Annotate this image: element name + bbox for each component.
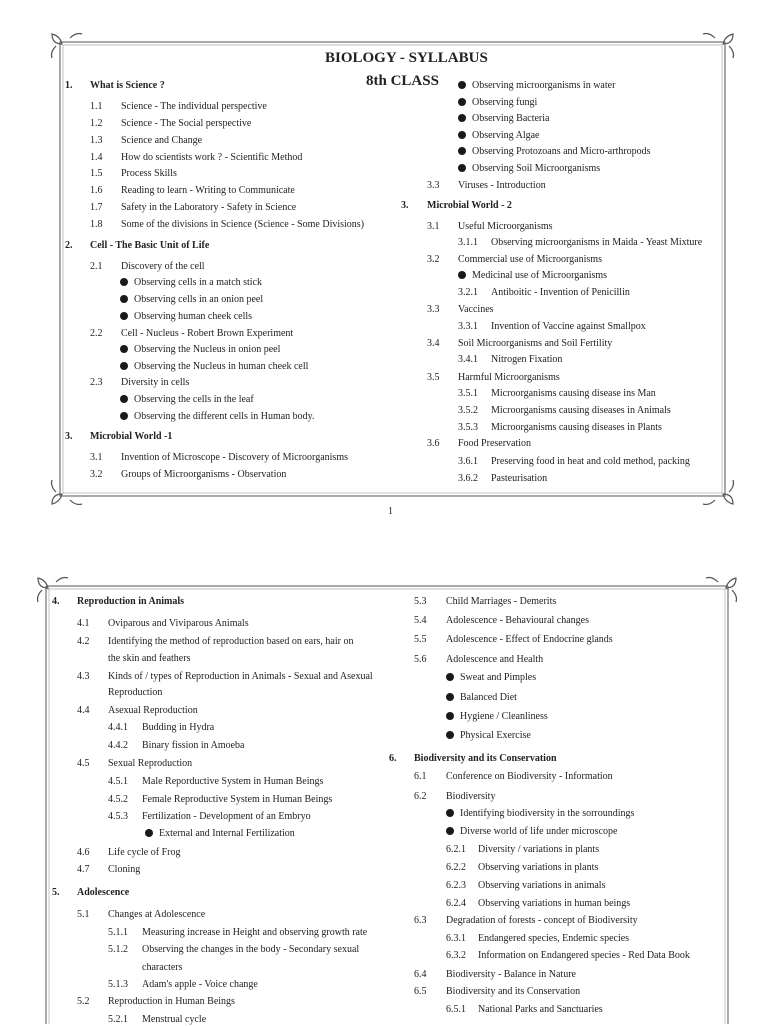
item-number: 3.3 <box>427 304 440 315</box>
item-text: Preserving food in heat and cold method, packing <box>491 456 690 467</box>
item-number: 5.2 <box>77 996 90 1007</box>
topic-item <box>414 615 589 627</box>
item-text: the skin and feathers <box>108 653 191 664</box>
item-text: Observing microorganisms in water <box>472 80 616 91</box>
item-text: Physical Exercise <box>460 730 531 741</box>
bullet-icon <box>446 693 454 701</box>
class-heading: 8th CLASS <box>366 73 439 89</box>
item-number: 4.1 <box>77 618 90 629</box>
bullet-item <box>446 826 617 838</box>
item-number: 3.2 <box>90 469 103 480</box>
item-number: 1.4 <box>90 152 103 163</box>
item-number: 4.5.3 <box>108 811 128 822</box>
item-number: 3.3 <box>427 180 440 191</box>
bullet-icon <box>446 731 454 739</box>
item-number: 5.4 <box>414 615 427 626</box>
item-text: Fertilization - Development of an Embryo <box>142 811 311 822</box>
item-text: Vaccines <box>458 304 494 315</box>
bullet-item <box>446 711 548 723</box>
item-number: 3.2 <box>427 254 440 265</box>
item-number: 1.8 <box>90 219 103 230</box>
item-number: 6.2.3 <box>446 880 466 891</box>
item-number: 2.2 <box>90 328 103 339</box>
item-text: Observing cells in a match stick <box>134 277 263 288</box>
item-number: 6.2.2 <box>446 862 466 873</box>
item-text: Degradation of forests - concept of Biodiversity <box>446 915 638 926</box>
item-number: 3. <box>65 431 73 442</box>
item-text: Observing the Nucleus in human cheek cell <box>134 361 309 372</box>
topic-item <box>108 776 324 788</box>
item-text: Science and Change <box>121 135 203 146</box>
item-number: 3.5.1 <box>458 388 478 399</box>
item-number: 3.1 <box>427 221 440 232</box>
topic-item <box>108 794 333 806</box>
topic-item <box>77 671 373 683</box>
item-text: Observing variations in plants <box>478 862 599 873</box>
topic-item <box>77 864 141 876</box>
item-text: Microorganisms causing disease ins Man <box>491 388 656 399</box>
item-number: 6.4 <box>414 969 427 980</box>
item-text: Microorganisms causing diseases in Plants <box>491 422 662 433</box>
item-text: Observing the cells in the leaf <box>134 394 254 405</box>
topic-item <box>446 862 599 874</box>
item-text: Adolescence <box>77 887 130 898</box>
item-text: Food Preservation <box>458 438 532 449</box>
topic-item <box>108 653 190 665</box>
item-number: 2.1 <box>90 261 103 272</box>
item-number: 5.1.2 <box>108 944 128 955</box>
item-text: Cell - Nucleus - Robert Brown Experiment <box>121 328 294 339</box>
item-number: 6.2.4 <box>446 898 466 909</box>
item-text: Asexual Reproduction <box>108 705 198 716</box>
topic-item <box>446 933 630 945</box>
item-text: Biodiversity and its Conservation <box>414 753 557 764</box>
item-number: 5.3 <box>414 596 427 607</box>
page-number: 1 <box>388 506 393 517</box>
section-heading <box>389 753 557 765</box>
item-text: Diversity / variations in plants <box>478 844 600 855</box>
item-number: 1. <box>65 80 73 91</box>
item-text: National Parks and Sanctuaries <box>478 1004 603 1015</box>
item-text: Menstrual cycle <box>142 1014 207 1025</box>
item-number: 3.5 <box>427 372 440 383</box>
item-text: Measuring increase in Height and observing growth rate <box>142 927 368 938</box>
item-number: 2.3 <box>90 377 103 388</box>
item-text: Discovery of the cell <box>121 261 205 272</box>
topic-item <box>446 950 690 962</box>
item-number: 1.6 <box>90 185 103 196</box>
item-number: 5.1.3 <box>108 979 128 990</box>
item-text: Groups of Microorganisms - Observation <box>121 469 287 480</box>
item-text: Observing human cheek cells <box>134 311 253 322</box>
item-text: Commercial use of Microorganisms <box>458 254 602 265</box>
topic-item <box>414 791 496 803</box>
topic-item <box>446 880 606 892</box>
item-text: Observing variations in human beings <box>478 898 631 909</box>
item-number: 3.6.2 <box>458 473 478 484</box>
item-number: 6.5.1 <box>446 1004 466 1015</box>
item-text: Microorganisms causing diseases in Animals <box>491 405 671 416</box>
bullet-item <box>446 730 531 742</box>
topic-item <box>77 618 249 630</box>
bullet-icon <box>446 809 454 817</box>
bullet-icon <box>145 829 153 837</box>
item-text: Endangered species, Endemic species <box>478 933 630 944</box>
item-number: 4.5 <box>77 758 90 769</box>
item-text: Information on Endangered species - Red Data Book <box>478 950 690 961</box>
item-number: 4.2 <box>77 636 90 647</box>
item-number: 4. <box>52 596 60 607</box>
item-text: Harmful Microorganisms <box>458 372 560 383</box>
item-text: Binary fission in Amoeba <box>142 740 245 751</box>
topic-item <box>77 847 181 859</box>
item-text: Microbial World - 2 <box>427 200 512 211</box>
topic-item <box>77 909 206 921</box>
topic-item <box>414 969 576 981</box>
topic-item <box>108 722 215 734</box>
item-number: 5.1 <box>77 909 90 920</box>
item-text: Conference on Biodiversity - Information <box>446 771 613 782</box>
item-text: Pasteurisation <box>491 473 548 484</box>
item-text: Female Reproductive System in Human Beings <box>142 794 333 805</box>
topic-item <box>414 634 613 646</box>
item-text: Science - The individual perspective <box>121 101 267 112</box>
item-number: 6.1 <box>414 771 427 782</box>
item-text: Useful Microorganisms <box>458 221 553 232</box>
item-number: 6.3 <box>414 915 427 926</box>
item-number: 6. <box>389 753 397 764</box>
item-text: Observing the different cells in Human body. <box>134 411 315 422</box>
item-number: 6.5 <box>414 986 427 997</box>
item-text: Child Marriages - Demerits <box>446 596 557 607</box>
topic-item <box>446 844 600 856</box>
item-number: 2. <box>65 240 73 251</box>
bullet-icon <box>446 827 454 835</box>
item-number: 4.5.1 <box>108 776 128 787</box>
item-number: 6.3.1 <box>446 933 466 944</box>
item-text: Observing Algae <box>472 130 540 141</box>
item-number: 1.5 <box>90 168 103 179</box>
topic-item <box>108 811 311 823</box>
item-text: Reading to learn - Writing to Communicate <box>121 185 295 196</box>
section-heading <box>52 596 185 608</box>
item-number: 4.4.1 <box>108 722 128 733</box>
item-text: Some of the divisions in Science (Science - Some Divisions) <box>121 219 365 230</box>
item-text: Process Skills <box>121 168 177 179</box>
item-number: 6.2.1 <box>446 844 466 855</box>
item-text: Adolescence - Effect of Endocrine glands <box>446 634 613 645</box>
item-text: Viruses - Introduction <box>458 180 546 191</box>
item-text: Biodiversity and its Conservation <box>446 986 581 997</box>
item-number: 5. <box>52 887 60 898</box>
item-text: Adolescence - Behavioural changes <box>446 615 589 626</box>
item-text: How do scientists work ? - Scientific Method <box>121 152 303 163</box>
item-number: 3.3.1 <box>458 321 478 332</box>
item-number: 1.2 <box>90 118 103 129</box>
item-text: Antiboitic - Invention of Penicillin <box>491 287 630 298</box>
item-text: Observing fungi <box>472 97 538 108</box>
item-text: Soil Microorganisms and Soil Fertility <box>458 338 613 349</box>
item-text: Adolescence and Health <box>446 654 544 665</box>
item-number: 6.3.2 <box>446 950 466 961</box>
topic-item <box>77 636 354 648</box>
bullet-item <box>145 828 295 840</box>
topic-item <box>108 927 368 939</box>
item-number: 4.7 <box>77 864 90 875</box>
topic-item <box>77 758 193 770</box>
topic-item <box>414 596 557 608</box>
item-text: Microbial World -1 <box>90 431 173 442</box>
item-number: 4.6 <box>77 847 90 858</box>
item-number: 5.1.1 <box>108 927 128 938</box>
item-number: 5.2.1 <box>108 1014 128 1025</box>
item-text: Medicinal use of Microorganisms <box>472 270 608 281</box>
item-text: characters <box>142 962 183 973</box>
section-heading <box>52 887 130 899</box>
item-text: Nitrogen Fixation <box>491 354 563 365</box>
item-number: 3.4 <box>427 338 440 349</box>
item-number: 3.6.1 <box>458 456 478 467</box>
item-text: Cloning <box>108 864 141 875</box>
item-text: Invention of Vaccine against Smallpox <box>491 321 646 332</box>
item-number: 3. <box>401 200 409 211</box>
item-text: Cell - The Basic Unit of Life <box>90 240 210 251</box>
item-text: Reproduction <box>108 687 163 698</box>
item-text: Science - The Social perspective <box>121 118 252 129</box>
item-number: 3.6 <box>427 438 440 449</box>
item-number: 1.3 <box>90 135 103 146</box>
item-text: Observing Protozoans and Micro-arthropods <box>472 146 651 157</box>
item-text: Observing microorganisms in Maida - Yeast Mixture <box>491 237 703 248</box>
item-text: Sweat and Pimples <box>460 672 537 683</box>
item-text: Male Reporductive System in Human Beings <box>142 776 324 787</box>
topic-item <box>414 915 638 927</box>
item-text: Observing Bacteria <box>472 113 550 124</box>
item-number: 3.5.2 <box>458 405 478 416</box>
bullet-item <box>446 672 536 684</box>
item-number: 3.2.1 <box>458 287 478 298</box>
item-text: Sexual Reproduction <box>108 758 193 769</box>
topic-item <box>108 1014 207 1026</box>
item-text: Diverse world of life under microscope <box>460 826 618 837</box>
item-number: 3.1.1 <box>458 237 478 248</box>
item-text: Biodiversity - Balance in Nature <box>446 969 576 980</box>
item-text: Diversity in cells <box>121 377 190 388</box>
item-number: 3.4.1 <box>458 354 478 365</box>
bullet-icon <box>446 712 454 720</box>
item-number: 4.4.2 <box>108 740 128 751</box>
item-text: Observing the Nucleus in onion peel <box>134 344 281 355</box>
item-number: 4.3 <box>77 671 90 682</box>
topic-item <box>446 898 631 910</box>
topic-item <box>77 996 235 1008</box>
item-text: Observing the changes in the body - Secondary sexual <box>142 944 360 955</box>
item-text: Life cycle of Frog <box>108 847 181 858</box>
item-number: 3.1 <box>90 452 103 463</box>
item-number: 4.5.2 <box>108 794 128 805</box>
item-text: Balanced Diet <box>460 692 517 703</box>
item-text: Reproduction in Human Beings <box>108 996 235 1007</box>
item-text: External and Internal Fertilization <box>159 828 295 839</box>
item-text: Budding in Hydra <box>142 722 215 733</box>
topic-item <box>77 705 198 717</box>
bullet-item <box>446 692 517 704</box>
topic-item <box>142 962 183 974</box>
topic-item <box>414 654 544 666</box>
item-number: 4.4 <box>77 705 90 716</box>
item-text: Hygiene / Cleanliness <box>460 711 548 722</box>
item-text: Reproduction in Animals <box>77 596 185 607</box>
topic-item <box>108 979 258 991</box>
item-number: 1.1 <box>90 101 103 112</box>
topic-item <box>414 986 581 998</box>
item-number: 5.5 <box>414 634 427 645</box>
topic-item <box>108 944 360 956</box>
item-text: Safety in the Laboratory - Safety in Science <box>121 202 297 213</box>
bullet-icon <box>446 673 454 681</box>
item-text: Changes at Adolescence <box>108 909 206 920</box>
topic-item <box>108 740 245 752</box>
item-text: Identifying biodiversity in the sorroundings <box>460 808 635 819</box>
topic-item <box>446 1004 603 1016</box>
item-number: 6.2 <box>414 791 427 802</box>
item-number: 3.5.3 <box>458 422 478 433</box>
item-text: Observing cells in an onion peel <box>134 294 264 305</box>
item-text: Biodiversity <box>446 791 496 802</box>
item-number: 5.6 <box>414 654 427 665</box>
topic-item <box>414 771 613 783</box>
item-text: Observing variations in animals <box>478 880 606 891</box>
item-text: Oviparous and Viviparous Animals <box>108 618 249 629</box>
item-text: Identifying the method of reproduction based on ears, hair on <box>108 636 354 647</box>
item-text: Kinds of / types of Reproduction in Animals - Sexual and Asexual <box>108 671 373 682</box>
bullet-item <box>446 808 634 820</box>
item-text: Adam's apple - Voice change <box>142 979 258 990</box>
topic-item <box>108 687 162 699</box>
item-text: What is Science ? <box>90 80 165 91</box>
page-title: BIOLOGY - SYLLABUS <box>325 50 488 66</box>
item-text: Observing Soil Microorganisms <box>472 163 601 174</box>
item-text: Invention of Microscope - Discovery of Microorganisms <box>121 452 348 463</box>
item-number: 1.7 <box>90 202 103 213</box>
